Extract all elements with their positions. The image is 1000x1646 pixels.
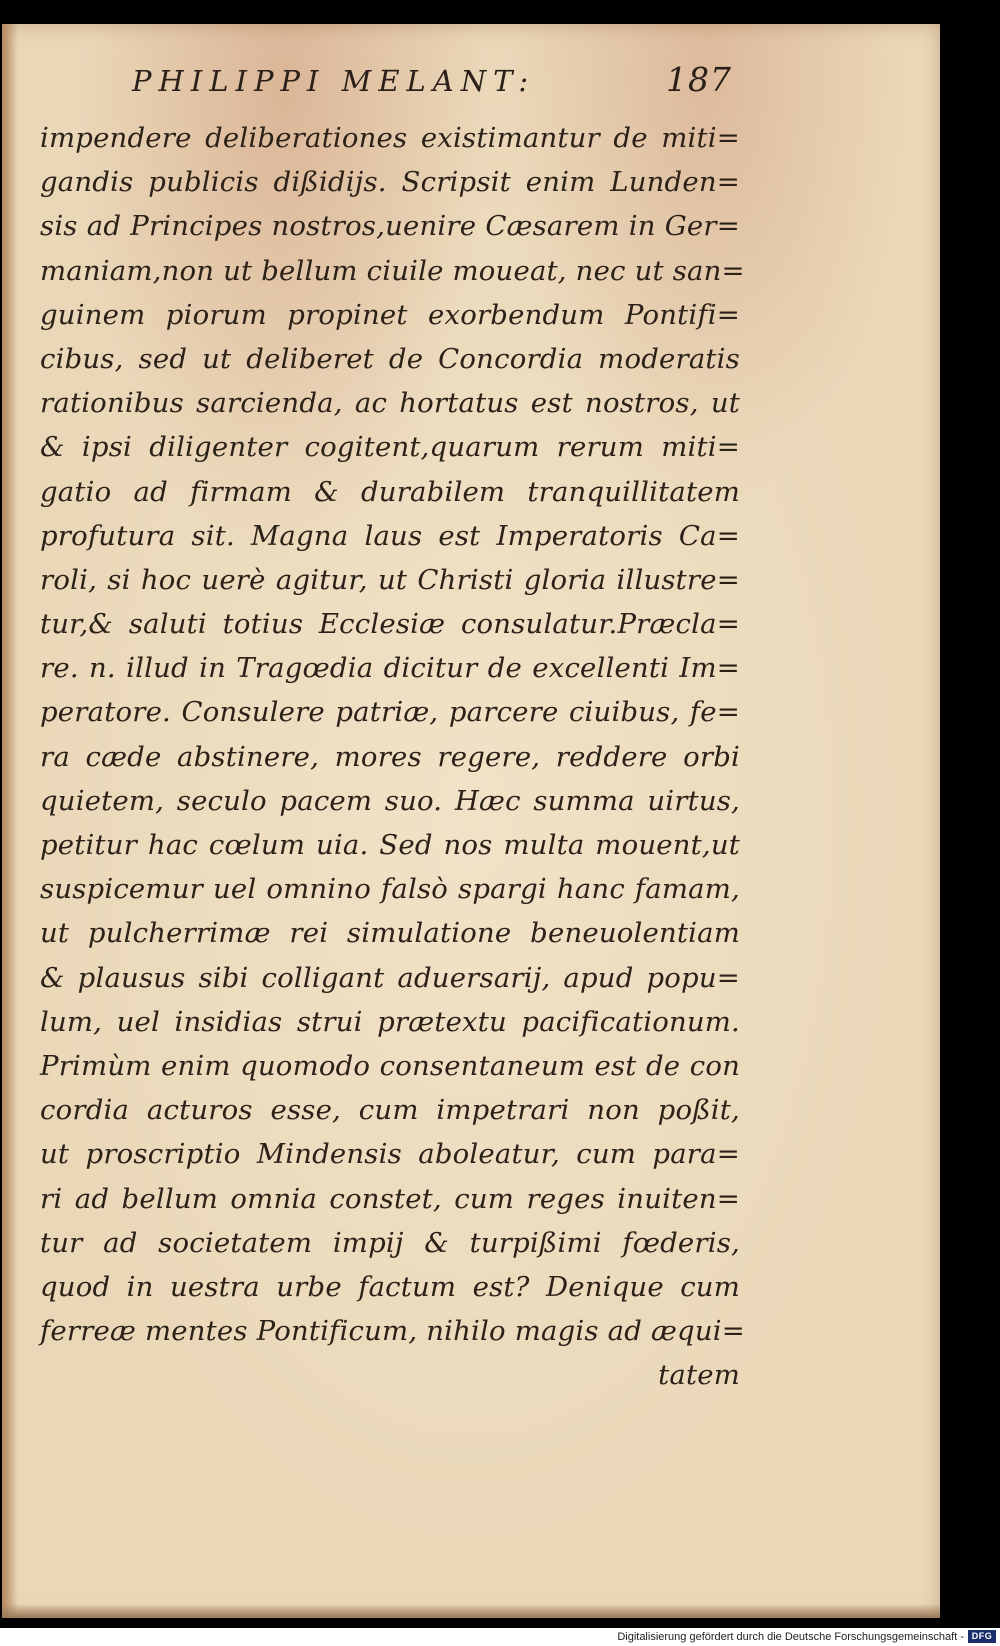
funding-note: Digitalisierung gefördert durch die Deutsche Forschungsgemeinschaft -: [617, 1631, 964, 1643]
catchword: tatem: [658, 1359, 740, 1392]
footer-bar: [0, 1628, 1000, 1646]
text-line: re. n. illud in Tragœdia dicitur de excellenti Im=: [40, 652, 740, 685]
text-line: ferreæ mentes Pontificum, nihilo magis ad æqui=: [40, 1315, 745, 1348]
page-number: 187: [666, 60, 732, 99]
text-line: lum, uel insidias strui prætextu pacificationum.: [40, 1005, 740, 1038]
text-line: maniam,non ut bellum ciuile moueat, nec ut san=: [40, 254, 745, 287]
text-line: ra cæde abstinere, mores regere, reddere orbi: [40, 740, 740, 773]
text-line: ut pulcherrimæ rei simulatione beneuolentiam: [40, 917, 740, 950]
text-line: tur ad societatem impij & turpißimi fœderis,: [40, 1226, 740, 1259]
text-line: rationibus sarcienda, ac hortatus est nostros, ut: [40, 387, 740, 420]
running-head: [132, 60, 732, 104]
text-line: quietem, seculo pacem suo. Hæc summa uirtus,: [40, 784, 740, 817]
body-text: [40, 116, 745, 1397]
text-line: gatio ad firmam & durabilem tranquillitatem: [40, 475, 740, 508]
text-line: ut proscriptio Mindensis aboleatur, cum para=: [40, 1138, 740, 1171]
text-line: & ipsi diligenter cogitent,quarum rerum miti=: [40, 431, 740, 464]
text-line: suspicemur uel omnino falsò spargi hanc famam,: [40, 873, 740, 906]
text-line: impendere deliberationes existimantur de miti=: [40, 122, 740, 154]
text-line: cibus, sed ut deliberet de Concordia moderatis: [40, 342, 740, 375]
text-line: Primùm enim quomodo consentaneum est de con: [40, 1049, 740, 1082]
text-line: guinem piorum propinet exorbendum Pontifi=: [40, 298, 740, 331]
text-line: cordia acturos esse, cum impetrari non poßit,: [40, 1094, 740, 1127]
text-line: quod in uestra urbe factum est? Denique cum: [40, 1270, 740, 1303]
text-line: profutura sit. Magna laus est Imperatoris Ca=: [40, 519, 740, 552]
text-line: & plausus sibi colligant aduersarij, apud popu=: [40, 961, 740, 994]
text-line: tur,& saluti totius Ecclesiæ consulatur.Præcla=: [40, 608, 740, 641]
running-head-title: PHILIPPI MELANT:: [132, 64, 536, 98]
page-edge-shadow-left: [2, 24, 18, 1618]
text-line: ri ad bellum omnia constet, cum reges inuiten=: [40, 1182, 740, 1215]
text-line: sis ad Principes nostros,uenire Cæsarem in Ger=: [40, 210, 740, 243]
page-edge-shadow-bottom: [2, 1604, 940, 1618]
text-line: roli, si hoc uerè agitur, ut Christi gloria illustre=: [40, 563, 740, 596]
dfg-logo-icon: DFG: [968, 1630, 996, 1643]
text-line: peratore. Consulere patriæ, parcere ciuibus, fe=: [40, 696, 740, 729]
text-line: petitur hac cœlum uia. Sed nos multa mouent,ut: [40, 829, 740, 861]
text-line: gandis publicis dißidijs. Scripsit enim Lunden=: [40, 166, 740, 199]
